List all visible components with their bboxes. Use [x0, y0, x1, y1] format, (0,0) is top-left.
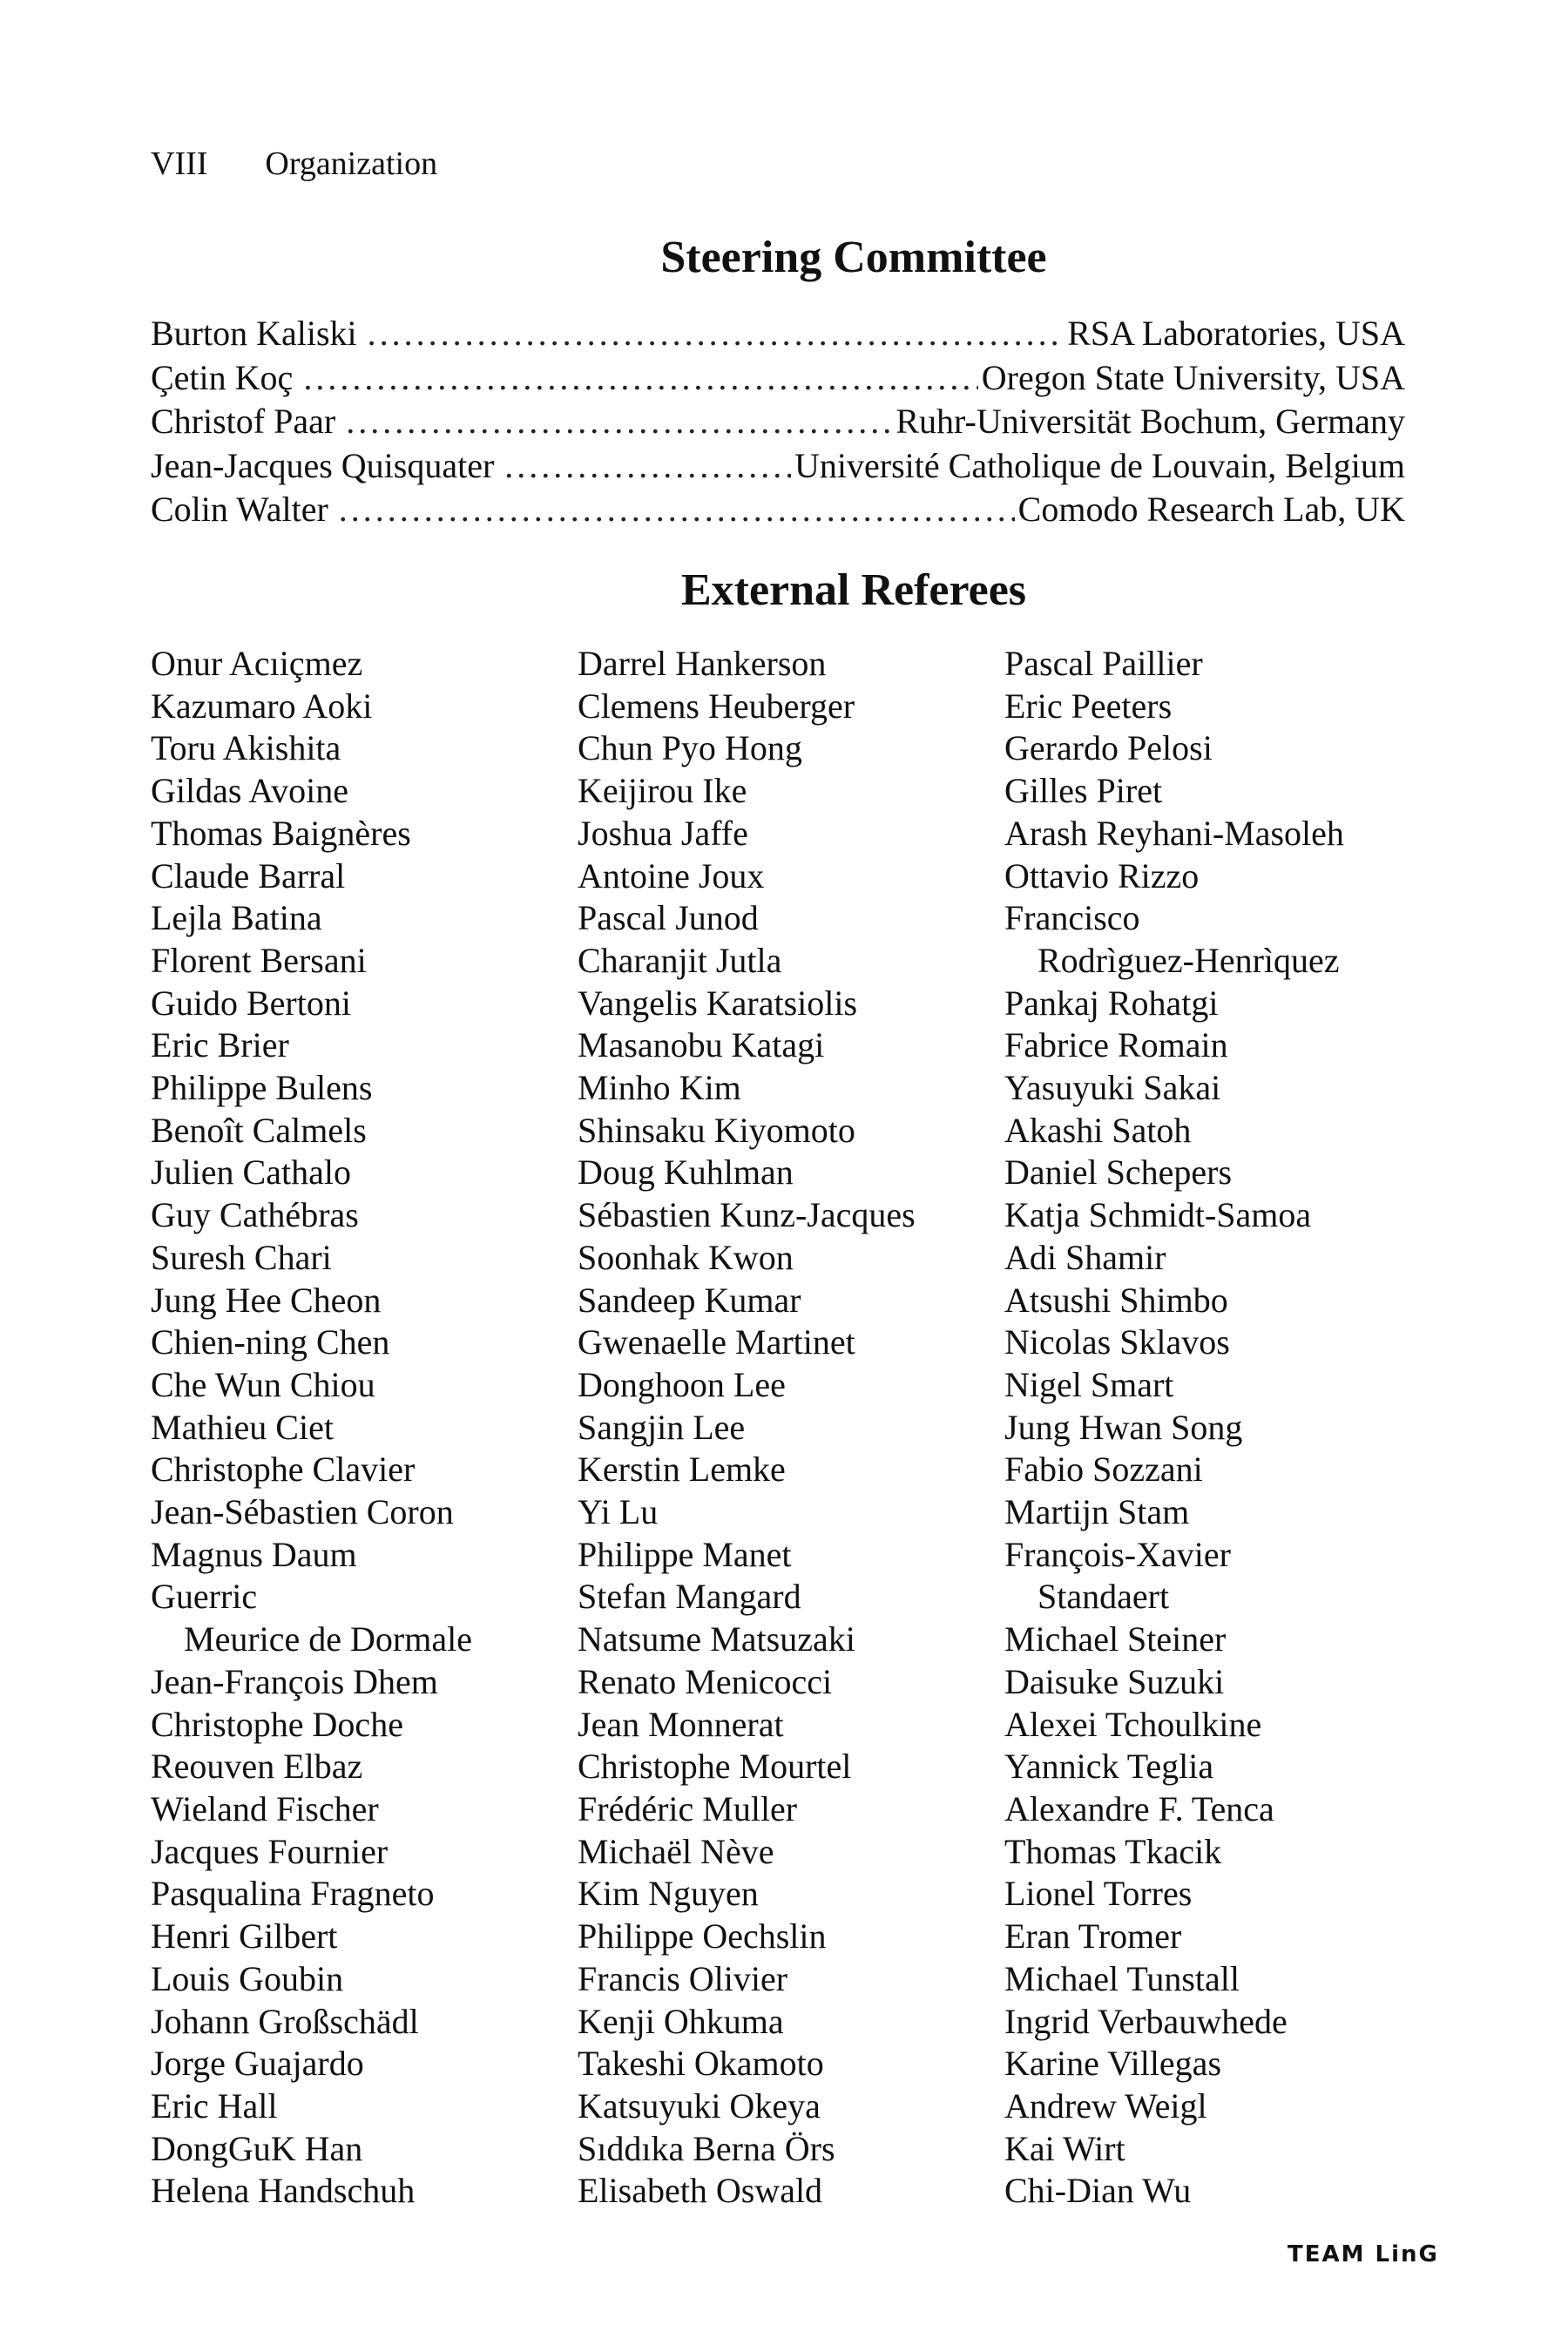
referee-name: Michael Tunstall [1004, 1958, 1240, 1998]
referee-name: Helena Handschuh [151, 2171, 416, 2211]
dot-leader [303, 356, 977, 401]
member-affiliation: RSA Laboratories, USA [1067, 314, 1405, 353]
referee-name: Che Wun Chiou [151, 1364, 375, 1404]
referee-name: Christophe Clavier [151, 1450, 416, 1490]
steering-member [151, 312, 1405, 356]
referee-name: Philippe Oechslin [578, 1916, 827, 1957]
referee-name: Charanjit Jutla [578, 940, 782, 980]
referee-name: Gerardo Pelosi [1004, 728, 1213, 768]
referee-name: Jorge Guajardo [151, 2044, 364, 2084]
referee-name: Ottavio Rizzo [1004, 855, 1200, 896]
referee-name: Jung Hee Cheon [151, 1280, 382, 1320]
referee-name: Kim Nguyen [578, 1874, 759, 1914]
referee-name: Christophe Doche [151, 1704, 403, 1744]
referee-name: Martijn Stam [1004, 1492, 1190, 1532]
referee-name: Stefan Mangard [578, 1577, 801, 1617]
referee-name: Yasuyuki Sakai [1004, 1068, 1221, 1108]
referee-name: Reouven Elbaz [151, 1747, 363, 1787]
referee-name: Daniel Schepers [1004, 1152, 1233, 1193]
referee-name: Francisco [1004, 898, 1140, 938]
referee-name: Vangelis Karatsiolis [578, 983, 858, 1023]
referee-name: Magnus Daum [151, 1534, 357, 1574]
referee-name: Daisuke Suzuki [1004, 1661, 1225, 1701]
member-name: Jean-Jacques Quisquater [151, 445, 495, 485]
referee-name: Adi Shamir [1004, 1237, 1166, 1277]
referee-name: Eran Tromer [1004, 1916, 1182, 1957]
referee-name: Alexei Tchoulkine [1004, 1704, 1262, 1744]
referee-name: Shinsaku Kiyomoto [578, 1110, 855, 1150]
watermark: TEAM LinG [1288, 2241, 1439, 2268]
referee-name: Akashi Satoh [1004, 1110, 1192, 1150]
member-name: Çetin Koç [151, 357, 294, 397]
referee-name: Kazumaro Aoki [151, 686, 373, 726]
referee-name: Lionel Torres [1004, 1874, 1193, 1914]
referee-name: Jung Hwan Song [1004, 1407, 1243, 1447]
referee-name: Joshua Jaffe [578, 813, 748, 853]
referee-name: Antoine Joux [578, 855, 765, 896]
referee-name: Thomas Baignères [151, 813, 411, 853]
steering-member [151, 356, 1405, 401]
referee-name: Francis Olivier [578, 1958, 788, 1998]
referee-name: Arash Reyhani-Masoleh [1004, 813, 1344, 853]
referee-name: Louis Goubin [151, 1958, 344, 1998]
referees-column-2 [578, 643, 978, 2213]
referee-name: Pascal Paillier [1004, 644, 1203, 683]
dot-leader [346, 400, 892, 444]
referee-name: Karine Villegas [1004, 2044, 1222, 2084]
referee-name: Chun Pyo Hong [578, 728, 802, 768]
steering-member [151, 488, 1405, 532]
referee-name: Guido Bertoni [151, 983, 351, 1023]
referee-name: Philippe Manet [578, 1534, 792, 1574]
referee-name: Kerstin Lemke [578, 1450, 786, 1490]
referee-name: Mathieu Ciet [151, 1407, 334, 1447]
referee-name: Julien Cathalo [151, 1152, 351, 1193]
member-affiliation: Comodo Research Lab, UK [1017, 490, 1405, 529]
referee-name: Gildas Avoine [151, 771, 349, 811]
referee-name: DongGuK Han [151, 2128, 363, 2168]
referee-name: François-Xavier [1004, 1534, 1231, 1574]
referees-column-3 [1004, 643, 1423, 2213]
dot-leader [368, 312, 1064, 356]
referee-name: Standaert [1037, 1577, 1170, 1617]
referee-name: Yi Lu [578, 1492, 659, 1532]
referee-name: Michael Steiner [1004, 1619, 1227, 1659]
referee-name: Sangjin Lee [578, 1407, 746, 1447]
referee-name: Fabio Sozzani [1004, 1450, 1203, 1490]
running-title: Organization [265, 145, 438, 182]
member-name: Colin Walter [151, 490, 328, 529]
referee-name: Henri Gilbert [151, 1916, 338, 1957]
referee-name: Chien-ning Chen [151, 1322, 390, 1362]
referee-name: Florent Bersani [151, 940, 367, 980]
referee-name: Jean-François Dhem [151, 1661, 438, 1701]
referee-name: Frédéric Muller [578, 1788, 798, 1828]
referee-name: Lejla Batina [151, 898, 322, 938]
referee-name: Pasqualina Fragneto [151, 1874, 435, 1914]
referee-name: Guy Cathébras [151, 1195, 359, 1235]
referee-name: Pascal Junod [578, 898, 759, 938]
running-header [151, 145, 437, 183]
referee-name: Pankaj Rohatgi [1004, 983, 1219, 1023]
referee-name: Andrew Weigl [1004, 2085, 1207, 2126]
referee-name: Keijirou Ike [578, 771, 747, 811]
referee-name: Eric Hall [151, 2085, 278, 2126]
referee-name: Minho Kim [578, 1068, 741, 1108]
referee-name: Soonhak Kwon [578, 1237, 794, 1277]
referee-name: Toru Akishita [151, 728, 341, 768]
referee-name: Katja Schmidt-Samoa [1004, 1195, 1312, 1235]
referee-name: Johann Großschädl [151, 2001, 419, 2041]
steering-committee-list [151, 312, 1405, 532]
member-affiliation: Université Catholique de Louvain, Belgium [794, 445, 1405, 485]
referee-name: Sébastien Kunz-Jacques [578, 1195, 916, 1235]
member-name: Christof Paar [151, 402, 336, 441]
referee-name: Atsushi Shimbo [1004, 1280, 1228, 1320]
referee-name: Jean Monnerat [578, 1704, 784, 1744]
member-affiliation: Oregon State University, USA [981, 357, 1405, 397]
referee-name: Renato Menicocci [578, 1661, 833, 1701]
referee-name: Yannick Teglia [1004, 1747, 1214, 1787]
referee-name: Doug Kuhlman [578, 1152, 794, 1193]
referee-name: Benoît Calmels [151, 1110, 367, 1150]
referee-name: Onur Acıiçmez [151, 644, 363, 683]
referee-name: Kenji Ohkuma [578, 2001, 784, 2041]
steering-member [151, 400, 1405, 444]
referee-name: Natsume Matsuzaki [578, 1619, 855, 1659]
referee-name: Claude Barral [151, 855, 346, 896]
referee-name: Katsuyuki Okeya [578, 2085, 821, 2126]
referee-name: Jean-Sébastien Coron [151, 1492, 454, 1532]
member-affiliation: Ruhr-Universität Bochum, Germany [896, 402, 1405, 441]
referee-name: Gwenaelle Martinet [578, 1322, 855, 1362]
referee-name: Donghoon Lee [578, 1364, 786, 1404]
steering-member [151, 444, 1405, 489]
referee-name: Gilles Piret [1004, 771, 1163, 811]
referee-name: Alexandre F. Tenca [1004, 1788, 1274, 1828]
referee-name: Fabrice Romain [1004, 1025, 1228, 1065]
referee-name: Takeshi Okamoto [578, 2044, 824, 2084]
referee-name: Jacques Fournier [151, 1831, 389, 1871]
referees-column-1 [151, 643, 551, 2213]
referee-name: Masanobu Katagi [578, 1025, 825, 1065]
referee-name: Nicolas Sklavos [1004, 1322, 1230, 1362]
referee-name: Philippe Bulens [151, 1068, 373, 1108]
referee-name: Kai Wirt [1004, 2128, 1125, 2168]
referee-name: Chi-Dian Wu [1004, 2171, 1192, 2211]
referee-name: Eric Peeters [1004, 686, 1173, 726]
referee-name: Meurice de Dormale [184, 1619, 472, 1659]
referee-name: Wieland Fischer [151, 1788, 379, 1828]
member-name: Burton Kaliski [151, 314, 357, 353]
referee-name: Guerric [151, 1577, 258, 1617]
referee-name: Thomas Tkacik [1004, 1831, 1222, 1871]
dot-leader [339, 488, 1015, 532]
referee-name: Sıddıka Berna Örs [578, 2128, 835, 2168]
referee-name: Ingrid Verbauwhede [1004, 2001, 1288, 2041]
page-number: VIII [151, 145, 208, 182]
referee-name: Sandeep Kumar [578, 1280, 801, 1320]
dot-leader [504, 444, 791, 489]
referee-name: Nigel Smart [1004, 1364, 1174, 1404]
referee-name: Elisabeth Oswald [578, 2171, 823, 2211]
referee-name: Darrel Hankerson [578, 644, 827, 683]
referee-name: Michaël Nève [578, 1831, 774, 1871]
referee-name: Christophe Mourtel [578, 1747, 852, 1787]
steering-committee-title: Steering Committee [660, 233, 1047, 282]
external-referees-title: External Referees [680, 565, 1027, 615]
referee-name: Clemens Heuberger [578, 686, 855, 726]
referee-name: Rodrìguez-Henrìquez [1037, 940, 1340, 980]
referee-name: Eric Brier [151, 1025, 289, 1065]
referee-name: Suresh Chari [151, 1237, 332, 1277]
